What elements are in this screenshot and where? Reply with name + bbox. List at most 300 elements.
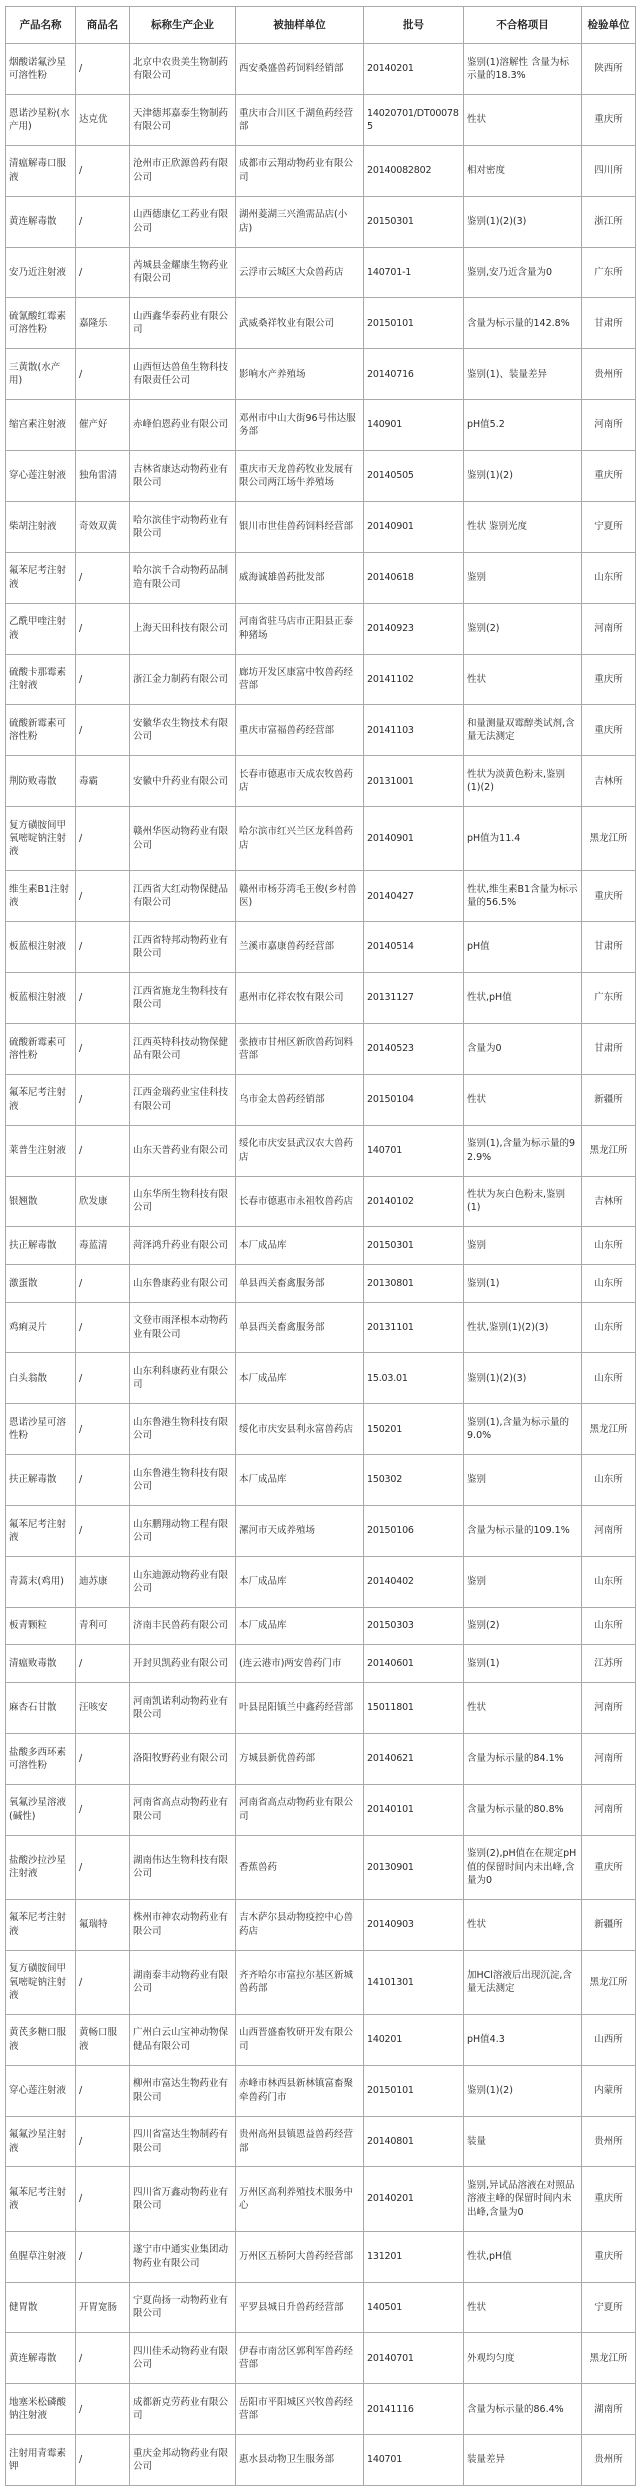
batch-number-cell: 20130901 — [364, 1835, 464, 1899]
table-row — [6, 247, 636, 298]
sampled-unit-cell: 银川市世佳兽药饲料经营部 — [236, 501, 364, 552]
testing-lab-cell: 重庆所 — [582, 705, 636, 756]
manufacturer-cell: 哈尔滨千合动物药品制造有限公司 — [130, 552, 236, 603]
failed-items-cell: pH值4.3 — [464, 2014, 582, 2065]
table-row — [6, 705, 636, 756]
batch-number-cell: 140901 — [364, 400, 464, 451]
table-row — [6, 1645, 636, 1683]
testing-lab-cell: 新疆所 — [582, 1074, 636, 1125]
table-row — [6, 1733, 636, 1784]
table-row — [6, 2231, 636, 2282]
sampled-unit-cell: 乌市金太兽药经销部 — [236, 1074, 364, 1125]
trade-name-cell: / — [76, 2231, 130, 2282]
testing-lab-cell: 内蒙所 — [582, 2065, 636, 2116]
product-name-cell: 复方磺胺间甲氧嘧啶钠注射液 — [6, 807, 76, 871]
product-name-cell: 板青颗粒 — [6, 1607, 76, 1645]
table-row — [6, 2384, 636, 2435]
trade-name-cell: / — [76, 1455, 130, 1506]
batch-number-cell: 20140402 — [364, 1556, 464, 1607]
product-name-cell: 氟苯尼考注射液 — [6, 1506, 76, 1557]
table-row — [6, 1265, 636, 1303]
trade-name-cell: 氟瑞特 — [76, 1899, 130, 1950]
batch-number-cell: 20150301 — [364, 196, 464, 247]
manufacturer-cell: 广州白云山宝神动物保健品有限公司 — [130, 2014, 236, 2065]
trade-name-cell: / — [76, 654, 130, 705]
failed-items-cell: 鉴别(1),含量为标示量的92.9% — [464, 1125, 582, 1176]
failed-items-cell: 含量为0 — [464, 1023, 582, 1074]
failed-items-cell: 性状,pH值 — [464, 973, 582, 1024]
failed-items-cell: 鉴别(2) — [464, 603, 582, 654]
table-row — [6, 871, 636, 922]
sampled-unit-cell: 张掖市甘州区新欣兽药饲料营部 — [236, 1023, 364, 1074]
sampled-unit-cell: 西安桑盛兽药饲料经销部 — [236, 44, 364, 95]
table-row — [6, 298, 636, 349]
failed-items-cell: 外观均匀度 — [464, 2333, 582, 2384]
batch-number-cell: 20131001 — [364, 756, 464, 807]
product-name-cell: 盐酸沙拉沙星注射液 — [6, 1835, 76, 1899]
product-name-cell: 激蛋散 — [6, 1265, 76, 1303]
manufacturer-cell: 山东鲁港生物科技有限公司 — [130, 1455, 236, 1506]
batch-number-cell: 20141116 — [364, 2384, 464, 2435]
sampled-unit-cell: 哈尔滨市红兴兰区龙科兽药店 — [236, 807, 364, 871]
batch-number-cell: 20150101 — [364, 2065, 464, 2116]
trade-name-cell: / — [76, 552, 130, 603]
failed-items-cell: 鉴别(1)(2)(3) — [464, 196, 582, 247]
batch-number-cell: 20140923 — [364, 603, 464, 654]
sampled-unit-cell: 万州区高利养殖技术服务中心 — [236, 2167, 364, 2231]
failed-items-cell: 性状 — [464, 2282, 582, 2333]
testing-lab-cell: 贵州所 — [582, 2116, 636, 2167]
trade-name-cell: / — [76, 807, 130, 871]
failed-items-cell: pH值为11.4 — [464, 807, 582, 871]
product-name-cell: 白头翁散 — [6, 1353, 76, 1404]
failed-items-cell: 性状,鉴别(1)(2)(3) — [464, 1302, 582, 1353]
manufacturer-cell: 山西德康亿工药业有限公司 — [130, 196, 236, 247]
failed-items-cell: 加HCl溶液后出现沉淀,含量无法测定 — [464, 1950, 582, 2014]
sampled-unit-cell: 香蕉兽药 — [236, 1835, 364, 1899]
trade-name-cell: / — [76, 2384, 130, 2435]
batch-number-cell: 20150303 — [364, 1607, 464, 1645]
trade-name-cell: / — [76, 2116, 130, 2167]
batch-number-cell: 20150101 — [364, 298, 464, 349]
failed-items-cell: 鉴别 — [464, 1227, 582, 1265]
product-name-cell: 氟苯尼考注射液 — [6, 552, 76, 603]
sampled-unit-cell: 威海诚雄兽药批发部 — [236, 552, 364, 603]
trade-name-cell: / — [76, 1265, 130, 1303]
sampled-unit-cell: 本厂成品库 — [236, 1556, 364, 1607]
batch-number-cell: 140701 — [364, 2435, 464, 2486]
failed-items-cell: 性状为淡黄色粉末,鉴别(1)(2) — [464, 756, 582, 807]
sampled-unit-cell: 伊春市南岔区郭利军兽药经营部 — [236, 2333, 364, 2384]
manufacturer-cell: 菏泽鸿升药业有限公司 — [130, 1227, 236, 1265]
table-row — [6, 1404, 636, 1455]
product-name-cell: 盐酸多西环素可溶性粉 — [6, 1733, 76, 1784]
batch-number-cell: 20140901 — [364, 807, 464, 871]
table-row — [6, 2435, 636, 2486]
manufacturer-cell: 芮城县金耀康生物药业有限公司 — [130, 247, 236, 298]
testing-lab-cell: 山东所 — [582, 1227, 636, 1265]
product-name-cell: 清瘟败毒散 — [6, 1645, 76, 1683]
table-row — [6, 1074, 636, 1125]
sampled-unit-cell: 武威桑祥牧业有限公司 — [236, 298, 364, 349]
testing-lab-cell: 河南所 — [582, 1733, 636, 1784]
table-row — [6, 1556, 636, 1607]
table-row — [6, 501, 636, 552]
header-batch-number: 批号 — [364, 7, 464, 44]
batch-number-cell: 20140201 — [364, 2167, 464, 2231]
batch-number-cell: 20140903 — [364, 1899, 464, 1950]
batch-number-cell: 20150106 — [364, 1506, 464, 1557]
manufacturer-cell: 湖南伟达生物科技有限公司 — [130, 1835, 236, 1899]
batch-number-cell: 20130801 — [364, 1265, 464, 1303]
sampled-unit-cell: 单县西关畜禽服务部 — [236, 1302, 364, 1353]
testing-lab-cell: 江苏所 — [582, 1645, 636, 1683]
table-row — [6, 1125, 636, 1176]
batch-number-cell: 20140621 — [364, 1733, 464, 1784]
failed-items-cell: 性状为灰白色粉末,鉴别(1) — [464, 1176, 582, 1227]
header-testing-lab: 检验单位 — [582, 7, 636, 44]
sampled-unit-cell: 重庆市天龙兽药牧业发展有限公司两江场牛养殖场 — [236, 451, 364, 502]
manufacturer-cell: 浙江金力制药有限公司 — [130, 654, 236, 705]
manufacturer-cell: 四川佳禾动物药业有限公司 — [130, 2333, 236, 2384]
batch-number-cell: 20140801 — [364, 2116, 464, 2167]
batch-number-cell: 20140901 — [364, 501, 464, 552]
failed-items-cell: 鉴别(1)溶解性 含量为标示量的18.3% — [464, 44, 582, 95]
table-row — [6, 1950, 636, 2014]
manufacturer-cell: 山东天普药业有限公司 — [130, 1125, 236, 1176]
trade-name-cell: / — [76, 603, 130, 654]
testing-lab-cell: 山东所 — [582, 1302, 636, 1353]
sampled-unit-cell: 河南省驻马店市正阳县正泰种猪场 — [236, 603, 364, 654]
product-name-cell: 健胃散 — [6, 2282, 76, 2333]
table-row — [6, 922, 636, 973]
product-name-cell: 安乃近注射液 — [6, 247, 76, 298]
testing-lab-cell: 河南所 — [582, 400, 636, 451]
manufacturer-cell: 株州市神农动物药业有限公司 — [130, 1899, 236, 1950]
product-name-cell: 鸡痢灵片 — [6, 1302, 76, 1353]
failed-items-cell: 性状 — [464, 1682, 582, 1733]
batch-number-cell: 20140101 — [364, 1784, 464, 1835]
testing-lab-cell: 贵州所 — [582, 2435, 636, 2486]
sampled-unit-cell: 齐齐哈尔市富拉尔基区新城兽药部 — [236, 1950, 364, 2014]
failed-items-cell: 和量测量双霉醇类试剂,含量无法测定 — [464, 705, 582, 756]
manufacturer-cell: 山东利科康药业有限公司 — [130, 1353, 236, 1404]
manufacturer-cell: 成都新克劳药业有限公司 — [130, 2384, 236, 2435]
sampled-unit-cell: 叶县昆阳镇兰中鑫药经营部 — [236, 1682, 364, 1733]
table-row — [6, 1353, 636, 1404]
trade-name-cell: / — [76, 1302, 130, 1353]
table-row — [6, 1784, 636, 1835]
product-name-cell: 穿心莲注射液 — [6, 2065, 76, 2116]
failed-items-cell: 性状 — [464, 654, 582, 705]
trade-name-cell: / — [76, 1950, 130, 2014]
table-row — [6, 2282, 636, 2333]
batch-number-cell: 20140102 — [364, 1176, 464, 1227]
testing-lab-cell: 湖南所 — [582, 2384, 636, 2435]
trade-name-cell: / — [76, 871, 130, 922]
failed-items-cell: 鉴别(1),含量为标示量的9.0% — [464, 1404, 582, 1455]
manufacturer-cell: 文登市雨泽根本动物药业有限公司 — [130, 1302, 236, 1353]
table-body — [6, 44, 636, 2486]
trade-name-cell: / — [76, 247, 130, 298]
batch-number-cell: 14101301 — [364, 1950, 464, 2014]
failed-items-cell: 含量为标示量的86.4% — [464, 2384, 582, 2435]
failed-items-cell: 性状 鉴别光度 — [464, 501, 582, 552]
table-row — [6, 196, 636, 247]
header-trade-name: 商品名 — [76, 7, 130, 44]
manufacturer-cell: 江西金瑞药业宝佳科技有限公司 — [130, 1074, 236, 1125]
table-row — [6, 1899, 636, 1950]
testing-lab-cell: 黑龙江所 — [582, 807, 636, 871]
trade-name-cell: / — [76, 2065, 130, 2116]
sampled-unit-cell: 廊坊开发区康富中牧兽药经营部 — [236, 654, 364, 705]
trade-name-cell: / — [76, 2435, 130, 2486]
trade-name-cell: / — [76, 922, 130, 973]
product-name-cell: 鱼腥草注射液 — [6, 2231, 76, 2282]
trade-name-cell: / — [76, 1074, 130, 1125]
header-manufacturer: 标称生产企业 — [130, 7, 236, 44]
product-name-cell: 板蓝根注射液 — [6, 973, 76, 1024]
trade-name-cell: / — [76, 973, 130, 1024]
manufacturer-cell: 四川省富达生物制药有限公司 — [130, 2116, 236, 2167]
testing-lab-cell: 重庆所 — [582, 654, 636, 705]
batch-number-cell: 131201 — [364, 2231, 464, 2282]
failed-items-cell: 鉴别(1)(2) — [464, 451, 582, 502]
product-name-cell: 扶正解毒散 — [6, 1455, 76, 1506]
product-name-cell: 银翘散 — [6, 1176, 76, 1227]
testing-lab-cell: 黑龙江所 — [582, 1950, 636, 2014]
trade-name-cell: / — [76, 196, 130, 247]
failed-items-cell: 鉴别(1)(2) — [464, 2065, 582, 2116]
product-name-cell: 维生素B1注射液 — [6, 871, 76, 922]
product-name-cell: 硫酸新霉素可溶性粉 — [6, 1023, 76, 1074]
batch-number-cell: 20140618 — [364, 552, 464, 603]
batch-number-cell: 20141102 — [364, 654, 464, 705]
testing-lab-cell: 重庆所 — [582, 871, 636, 922]
table-row — [6, 451, 636, 502]
testing-lab-cell: 重庆所 — [582, 2167, 636, 2231]
manufacturer-cell: 江西英特科技动物保健品有限公司 — [130, 1023, 236, 1074]
manufacturer-cell: 哈尔滨佳宇动物药业有限公司 — [130, 501, 236, 552]
trade-name-cell: 开胃宽肠 — [76, 2282, 130, 2333]
table-row — [6, 1455, 636, 1506]
product-name-cell: 氟苯尼考注射液 — [6, 1074, 76, 1125]
trade-name-cell: / — [76, 1404, 130, 1455]
failed-items-cell: 相对密度 — [464, 145, 582, 196]
manufacturer-cell: 安徽华农生物技术有限公司 — [130, 705, 236, 756]
batch-number-cell: 140701 — [364, 1125, 464, 1176]
sampled-unit-cell: 方城县新优兽药部 — [236, 1733, 364, 1784]
sampled-unit-cell: 赣州市杨芬湾毛王俊(乡村兽医) — [236, 871, 364, 922]
trade-name-cell: / — [76, 349, 130, 400]
failed-items-cell: 含量为标示量的80.8% — [464, 1784, 582, 1835]
product-name-cell: 荆防败毒散 — [6, 756, 76, 807]
manufacturer-cell: 上海天田科技有限公司 — [130, 603, 236, 654]
batch-number-cell: 140701-1 — [364, 247, 464, 298]
testing-lab-cell: 吉林所 — [582, 756, 636, 807]
trade-name-cell: 催产好 — [76, 400, 130, 451]
manufacturer-cell: 洛阳牧野药业有限公司 — [130, 1733, 236, 1784]
sampled-unit-cell: 成都市云翔动物药业有限公司 — [236, 145, 364, 196]
manufacturer-cell: 吉林省康达动物药业有限公司 — [130, 451, 236, 502]
sampled-unit-cell: 兰溪市嘉康兽药经营部 — [236, 922, 364, 973]
failed-items-cell: 性状,pH值 — [464, 2231, 582, 2282]
failed-items-cell: 性状 — [464, 1899, 582, 1950]
product-name-cell: 地塞米松磷酸钠注射液 — [6, 2384, 76, 2435]
manufacturer-cell: 宁夏尚扬一动物药业有限公司 — [130, 2282, 236, 2333]
batch-number-cell: 140501 — [364, 2282, 464, 2333]
sampled-unit-cell: 河南省高点动物药业有限公司 — [236, 1784, 364, 1835]
batch-number-cell: 14020701/DT000785 — [364, 94, 464, 145]
sampled-unit-cell: 万州区五桥阿大兽药经营部 — [236, 2231, 364, 2282]
table-row — [6, 1835, 636, 1899]
table-row — [6, 807, 636, 871]
testing-lab-cell: 山西所 — [582, 2014, 636, 2065]
product-name-cell: 穿心莲注射液 — [6, 451, 76, 502]
failed-items-cell: 鉴别(1)(2)(3) — [464, 1353, 582, 1404]
batch-number-cell: 140201 — [364, 2014, 464, 2065]
failed-items-cell: 含量为标示量的142.8% — [464, 298, 582, 349]
sampled-unit-cell: 惠州市亿祥农牧有限公司 — [236, 973, 364, 1024]
sampled-unit-cell: 本厂成品库 — [236, 1455, 364, 1506]
table-row — [6, 1176, 636, 1227]
batch-number-cell: 15.03.01 — [364, 1353, 464, 1404]
sampled-unit-cell: 漯河市天成养殖场 — [236, 1506, 364, 1557]
testing-lab-cell: 河南所 — [582, 1784, 636, 1835]
testing-lab-cell: 黑龙江所 — [582, 1404, 636, 1455]
manufacturer-cell: 江西省施龙生物科技有限公司 — [130, 973, 236, 1024]
trade-name-cell: 独角雷清 — [76, 451, 130, 502]
batch-number-cell: 20140082802 — [364, 145, 464, 196]
trade-name-cell: 汪咳安 — [76, 1682, 130, 1733]
batch-number-cell: 20140716 — [364, 349, 464, 400]
table-row — [6, 1302, 636, 1353]
testing-lab-cell: 广东所 — [582, 973, 636, 1024]
manufacturer-cell: 天津德邦嘉泰生物制药有限公司 — [130, 94, 236, 145]
table-row — [6, 1607, 636, 1645]
failed-items-cell: 装量差异 — [464, 2435, 582, 2486]
table-row — [6, 973, 636, 1024]
table-row — [6, 2116, 636, 2167]
sampled-unit-cell: 重庆市合川区千湖鱼药经营部 — [236, 94, 364, 145]
table-row — [6, 1023, 636, 1074]
product-name-cell: 硫酸新霉素可溶性粉 — [6, 705, 76, 756]
testing-lab-cell: 甘肃所 — [582, 298, 636, 349]
sampled-unit-cell: 平罗县城日升兽药经营部 — [236, 2282, 364, 2333]
trade-name-cell: 迪苏康 — [76, 1556, 130, 1607]
testing-lab-cell: 山东所 — [582, 1556, 636, 1607]
trade-name-cell: / — [76, 1125, 130, 1176]
product-name-cell: 注射用青霉素钾 — [6, 2435, 76, 2486]
manufacturer-cell: 遂宁市中通实业集团动物药业有限公司 — [130, 2231, 236, 2282]
batch-number-cell: 20140514 — [364, 922, 464, 973]
table-row — [6, 94, 636, 145]
testing-lab-cell: 山东所 — [582, 1353, 636, 1404]
table-row — [6, 349, 636, 400]
trade-name-cell: 欣发康 — [76, 1176, 130, 1227]
testing-lab-cell: 河南所 — [582, 603, 636, 654]
manufacturer-cell: 济南丰民兽药有限公司 — [130, 1607, 236, 1645]
table-row — [6, 145, 636, 196]
table-row — [6, 1682, 636, 1733]
batch-number-cell: 20140601 — [364, 1645, 464, 1683]
testing-lab-cell: 重庆所 — [582, 94, 636, 145]
manufacturer-cell: 湖南泰丰动物药业有限公司 — [130, 1950, 236, 2014]
manufacturer-cell: 江西省特邦动物药业有限公司 — [130, 922, 236, 973]
product-name-cell: 莱普生注射液 — [6, 1125, 76, 1176]
trade-name-cell: / — [76, 2167, 130, 2231]
product-name-cell: 黄连解毒散 — [6, 2333, 76, 2384]
header-failed-items: 不合格项目 — [464, 7, 582, 44]
table-row — [6, 2014, 636, 2065]
sampled-unit-cell: 岳阳市平阳城区兴牧兽药经营部 — [236, 2384, 364, 2435]
product-name-cell: 硫氰酸红霉素可溶性粉 — [6, 298, 76, 349]
product-name-cell: 恩诺沙星粉(水产用) — [6, 94, 76, 145]
batch-number-cell: 20150301 — [364, 1227, 464, 1265]
trade-name-cell: / — [76, 2333, 130, 2384]
manufacturer-cell: 山西恒达兽鱼生物科技有限责任公司 — [130, 349, 236, 400]
table-header-row — [6, 7, 636, 44]
product-name-cell: 清瘟解毒口服液 — [6, 145, 76, 196]
trade-name-cell: / — [76, 705, 130, 756]
testing-lab-cell: 宁夏所 — [582, 2282, 636, 2333]
failed-items-cell: 鉴别(2) — [464, 1607, 582, 1645]
sampled-unit-cell: 贵州高州县镇恩益兽药经营部 — [236, 2116, 364, 2167]
table-row — [6, 1227, 636, 1265]
sampled-unit-cell: 影响水产养殖场 — [236, 349, 364, 400]
table-row — [6, 552, 636, 603]
product-name-cell: 麻杏石甘散 — [6, 1682, 76, 1733]
batch-number-cell: 20140505 — [364, 451, 464, 502]
product-name-cell: 青蒿末(鸡用) — [6, 1556, 76, 1607]
failed-items-cell: 性状 — [464, 1074, 582, 1125]
manufacturer-cell: 山东迪源动物药业有限公司 — [130, 1556, 236, 1607]
testing-lab-cell: 重庆所 — [582, 1835, 636, 1899]
testing-lab-cell: 黑龙江所 — [582, 1125, 636, 1176]
failed-items-cell: 鉴别 — [464, 1556, 582, 1607]
manufacturer-cell: 山西鑫华泰药业有限公司 — [130, 298, 236, 349]
manufacturer-cell: 山东鹏翔动物工程有限公司 — [130, 1506, 236, 1557]
trade-name-cell: / — [76, 1835, 130, 1899]
failed-items-cell: 鉴别 — [464, 1455, 582, 1506]
table-row — [6, 2333, 636, 2384]
trade-name-cell: 达克优 — [76, 94, 130, 145]
manufacturer-cell: 山东华所生物科技有限公司 — [130, 1176, 236, 1227]
manufacturer-cell: 四川省万鑫动物药业有限公司 — [130, 2167, 236, 2231]
sampled-unit-cell: 邓州市中山大街96号伟达服务部 — [236, 400, 364, 451]
failed-items-cell: 鉴别 — [464, 552, 582, 603]
testing-lab-cell: 贵州所 — [582, 349, 636, 400]
batch-number-cell: 20131127 — [364, 973, 464, 1024]
product-name-cell: 缩宫素注射液 — [6, 400, 76, 451]
trade-name-cell: 奇效双黄 — [76, 501, 130, 552]
product-name-cell: 烟酸诺氟沙星可溶性粉 — [6, 44, 76, 95]
manufacturer-cell: 江西省大红动物保健品有限公司 — [130, 871, 236, 922]
testing-lab-cell: 四川所 — [582, 145, 636, 196]
failed-items-cell: 鉴别(1) — [464, 1645, 582, 1683]
batch-number-cell: 20140523 — [364, 1023, 464, 1074]
failed-items-cell: 性状,维生素B1含量为标示量的56.5% — [464, 871, 582, 922]
table-row — [6, 44, 636, 95]
sampled-unit-cell: 云浮市云城区大众兽药店 — [236, 247, 364, 298]
product-name-cell: 柴胡注射液 — [6, 501, 76, 552]
unqualified-vet-drug-table — [5, 6, 636, 2486]
failed-items-cell: 鉴别(1)、装量差异 — [464, 349, 582, 400]
testing-lab-cell: 广东所 — [582, 247, 636, 298]
trade-name-cell: / — [76, 1645, 130, 1683]
testing-lab-cell: 陕西所 — [582, 44, 636, 95]
trade-name-cell: 毒蓝清 — [76, 1227, 130, 1265]
